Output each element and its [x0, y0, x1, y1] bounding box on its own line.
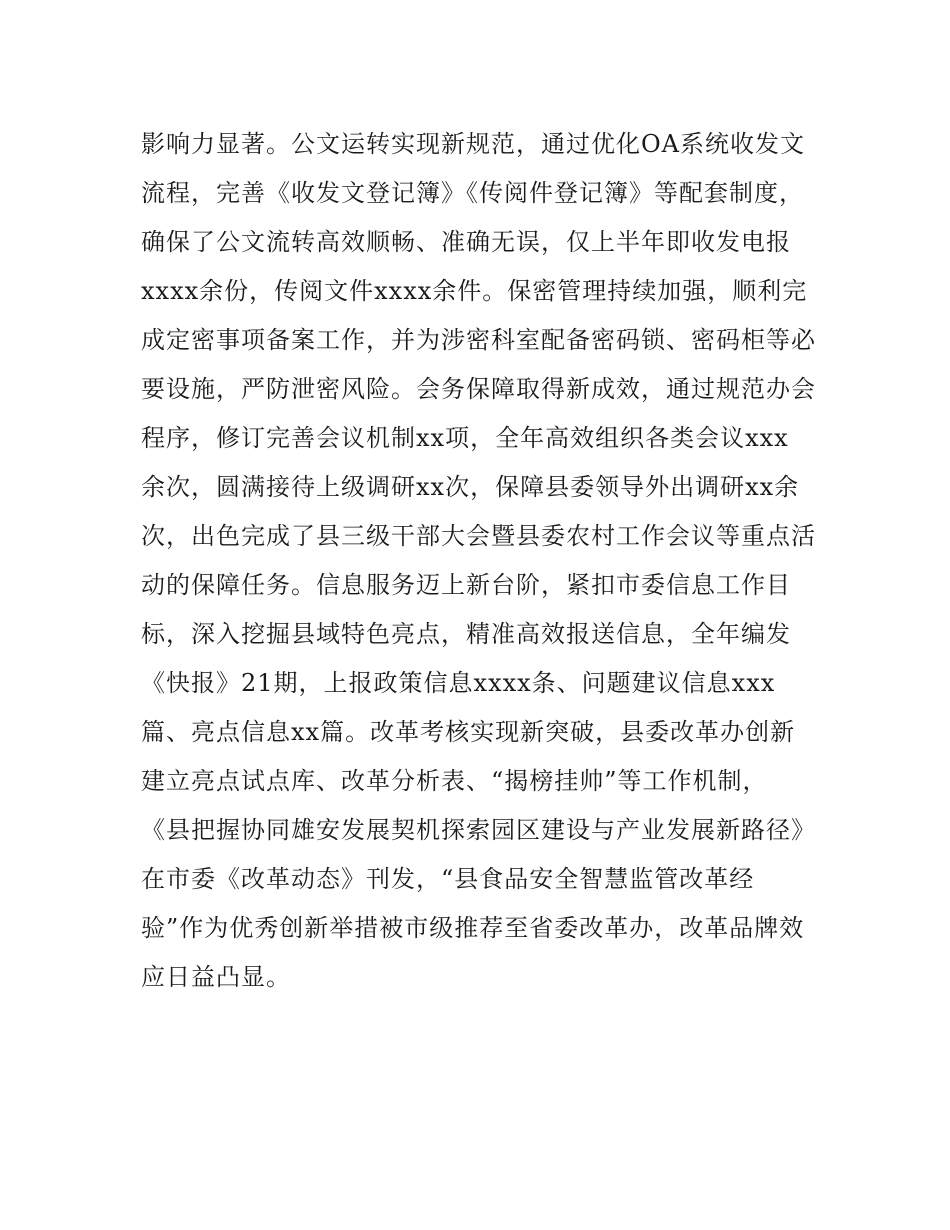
paragraph-line: 在市委《改革动态》刊发，“县食品安全智慧监管改革经 — [141, 865, 755, 893]
paragraph-line: 次，出色完成了县三级干部大会暨县委农村工作会议等重点活 — [141, 522, 816, 550]
paragraph-line: 《县把握协同雄安发展契机探索园区建设与产业发展新路径》 — [141, 816, 816, 844]
paragraph-line: 篇、亮点信息xx篇。改革考核实现新突破，县委改革办创新 — [141, 718, 796, 746]
paragraph-line: 应日益凸显。 — [141, 963, 291, 991]
paragraph-line: 建立亮点试点库、改革分析表、“揭榜挂帅”等工作机制， — [141, 767, 768, 795]
paragraph-line: 确保了公文流转高效顺畅、准确无误，仅上半年即收发电报 — [141, 228, 791, 256]
paragraph-line: 标，深入挖掘县域特色亮点，精准高效报送信息，全年编发 — [141, 620, 791, 648]
paragraph-line: 成定密事项备案工作，并为涉密科室配备密码锁、密码柜等必 — [141, 326, 816, 354]
paragraph-line: 《快报》21期，上报政策信息xxxx条、问题建议信息xxx — [141, 669, 776, 697]
paragraph-line: 验”作为优秀创新举措被市级推荐至省委改革办，改革品牌效 — [141, 914, 805, 942]
body-paragraph — [141, 120, 821, 1002]
paragraph-line: 流程，完善《收发文登记簿》《传阅件登记簿》等配套制度， — [141, 179, 804, 207]
paragraph-line: 影响力显著。公文运转实现新规范，通过优化OA系统收发文 — [141, 130, 806, 158]
paragraph-line: 程序，修订完善会议机制xx项，全年高效组织各类会议xxx — [141, 424, 789, 452]
paragraph-line: 要设施，严防泄密风险。会务保障取得新成效，通过规范办会 — [141, 375, 816, 403]
paragraph-line: xxxx余份，传阅文件xxxx余件。保密管理持续加强，顺利完 — [141, 277, 808, 305]
paragraph-line: 动的保障任务。信息服务迈上新台阶，紧扣市委信息工作目 — [141, 571, 791, 599]
paragraph-line: 余次，圆满接待上级调研xx次，保障县委领导外出调研xx余 — [141, 473, 800, 501]
